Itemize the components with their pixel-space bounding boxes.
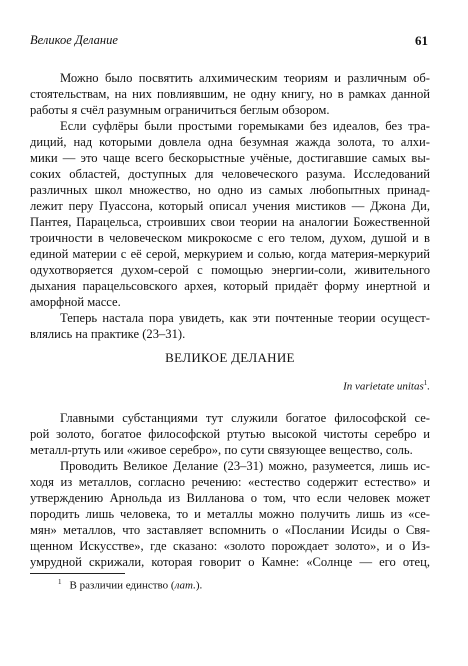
paragraph-3-line: влялись на практике (23–31). — [30, 327, 186, 341]
paragraph-2-line: соких областей, доступных для человеческого разума. Исследований — [30, 167, 430, 181]
paragraph-4-line: Главными субстанциями тут служили богатое философской се- — [60, 411, 430, 425]
paragraph-2-line: Если суфлёры были простыми горемыками без идеалов, без тра- — [60, 119, 430, 133]
paragraph-3-line: Теперь настала пора увидеть, как эти почтенные теории осущест- — [60, 311, 430, 325]
paragraph-2-line: троичности в человеческом микрокосме с его телом, духом, душой и в — [30, 231, 430, 245]
running-title: Великое Делание — [30, 33, 118, 47]
paragraph-5-line: умрудной скрижали, которая говорит о Камне: «Солнце — его отец, — [30, 555, 430, 569]
epigraph — [343, 379, 430, 393]
page-number: 61 — [415, 33, 428, 48]
paragraph-2-line: диций, над которыми довлела одна безумная жажда золота, то алхи- — [30, 135, 430, 149]
paragraph-2-line: одухотворяется духом-серой с помощью энергии-соли, живительного — [30, 263, 430, 277]
footnote-reference: 1 — [423, 379, 428, 387]
paragraph-2-line: Пантея, Парацельса, строивших свои теории на аналогии Божественной — [30, 215, 430, 229]
paragraph-2-line: различных школ множество, но одно из самых любопытных принад- — [30, 183, 430, 197]
footnote-language: лат. — [174, 579, 196, 592]
paragraph-5-line: ходя из металлов, согласно речению: «естество содержит естество» и — [30, 475, 430, 489]
paragraph-2-line: лежит перу Пуассона, который описал учения мистиков — Джона Ди, — [30, 199, 430, 213]
footnote-text: В различии единство ( — [69, 579, 175, 592]
paragraph-2-line: аморфной массе. — [30, 295, 121, 309]
footnote-text-end: ). — [195, 579, 203, 592]
paragraph-1-line: работы я счёл разумным ограничиться беглым обзором. — [30, 103, 330, 117]
paragraph-5-line: щенном Искусстве», где сказано: «золото порождает золото», и о Из- — [30, 539, 430, 553]
paragraph-2-line: дыхания парацельсовского архея, который придаёт форму инертной и — [30, 279, 430, 293]
paragraph-5-line: утверждению Арнольда из Вилланова о том, что если человек может — [30, 491, 430, 505]
footnote-marker: 1 — [58, 578, 62, 586]
paragraph-5-line: породить лишь человека, то и металлы можно получить лишь из «се- — [30, 507, 430, 521]
epigraph-text: In varietate unitas — [343, 380, 424, 393]
running-head — [30, 33, 428, 49]
paragraph-5-line: Проводить Великое Делание (23–31) можно, разумеется, лишь ис- — [60, 459, 430, 473]
paragraph-2-line: единой материи с её серой, меркурием и солью, когда материя-меркурий — [30, 247, 430, 261]
section-heading: ВЕЛИКОЕ ДЕЛАНИЕ — [165, 350, 295, 365]
paragraph-5-line: мян» металлов, что заставляет вспомнить о «Послании Исиды о Свя- — [30, 523, 430, 537]
footnote — [58, 578, 202, 592]
paragraph-1-line: Можно было посвятить алхимическим теориям и различным об- — [60, 71, 430, 85]
footnote-divider — [30, 573, 125, 574]
paragraph-2-line: мики — это чаще всего бескорыстные учёные, достигавшие самых вы- — [30, 151, 430, 165]
paragraph-4-line: рой золото, богатое философской ртутью высокой чистоты серебро и — [30, 427, 430, 441]
paragraph-4-line: металл-ртуть или «живое серебро», по сути связующее вещество, соль. — [30, 443, 413, 457]
epigraph-punctuation: . — [427, 380, 430, 393]
paragraph-1-line: стоятельствам, на них повлиявшим, не одну книгу, но в рамках данной — [30, 87, 430, 101]
